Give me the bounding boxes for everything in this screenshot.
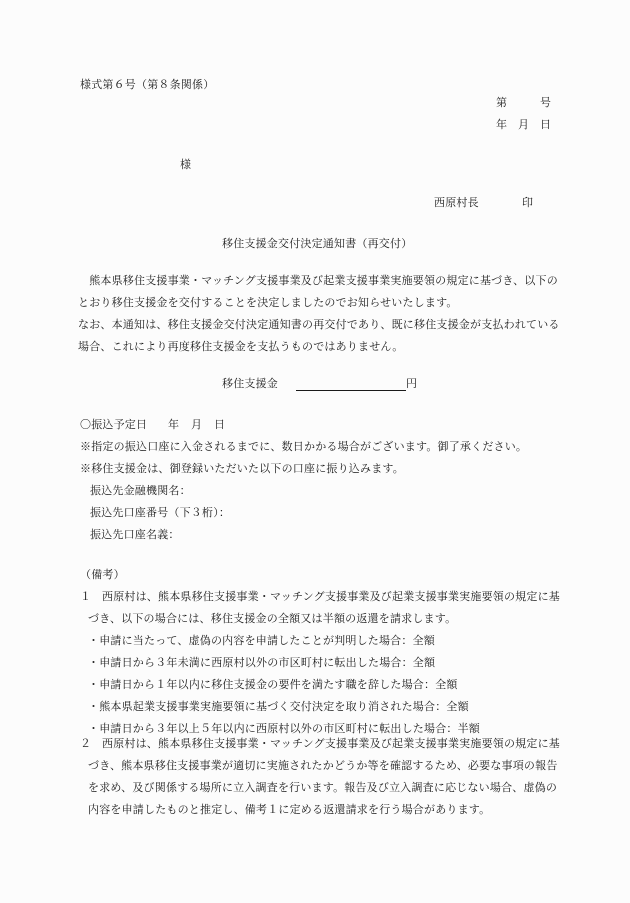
remark-1-bullet: ・申請日から３年以上５年以内に西原村以外の市区町村に転出した場合：半額 — [88, 722, 480, 735]
remark-2-line: を求め、及び関係する場所に立入調査を行います。報告及び立入調査に応じない場合、虚偽の — [88, 781, 558, 794]
date-month: 月 — [518, 118, 530, 131]
amount-unit: 円 — [406, 377, 418, 390]
bank-name-label: 振込先金融機関名： — [90, 484, 191, 497]
amount-label: 移住支援金 — [222, 377, 278, 390]
body-line: 熊本県移住支援事業・マッチング支援事業及び起業支援事業実施要領の規定に基づき、以下の — [78, 274, 558, 287]
date-year: 年 — [496, 118, 508, 131]
remark-2-line: 内容を申請したものと推定し、備考１に定める返還請求を行う場合があります。 — [88, 803, 491, 816]
body-line: 場合、これにより再度移住支援金を支払うものではありません。 — [78, 340, 404, 353]
addressee-suffix: 様 — [180, 158, 192, 171]
remark-1-line: づき、以下の場合には、移住支援金の全額又は半額の返還を請求します。 — [88, 612, 457, 625]
account-number-label: 振込先口座番号（下３桁）： — [90, 506, 231, 519]
body-line: とおり移住支援金を交付することを決定しましたのでお知らせいたします。 — [78, 296, 458, 309]
date-day: 日 — [540, 118, 552, 131]
transfer-note: ※指定の振込口座に入金されるまでに、数日かかる場合がございます。御了承ください。 — [80, 440, 528, 453]
transfer-note: ※移住支援金は、御登録いただいた以下の口座に振り込みます。 — [80, 462, 404, 475]
amount-row — [222, 377, 417, 391]
remark-1-bullet: ・申請日から３年未満に西原村以外の市区町村に転出した場合：全額 — [88, 656, 436, 669]
remarks-heading: （備考） — [80, 568, 125, 581]
doc-number-dai: 第 — [496, 96, 508, 109]
form-label: 様式第６号（第８条関係） — [80, 78, 215, 91]
issuer-name: 西原村長 — [434, 196, 479, 209]
remark-1-bullet: ・熊本県起業支援事業実施要領に基づく交付決定を取り消された場合：全額 — [88, 700, 469, 713]
scheduled-month: 月 — [191, 418, 203, 431]
issuer-seal: 印 — [522, 196, 534, 209]
doc-number-go: 号 — [540, 96, 552, 109]
scheduled-day: 日 — [214, 418, 226, 431]
remark-2-line: 西原村は、熊本県移住支援事業・マッチング支援事業及び起業支援事業実施要領の規定に基 — [102, 737, 560, 750]
scheduled-date-label: 〇振込予定日 — [80, 418, 148, 431]
remark-2-number: ２ — [80, 737, 92, 750]
amount-field[interactable] — [296, 377, 406, 391]
body-line: なお、本通知は、移住支援金交付決定通知書の再交付であり、既に移住支援金が支払われている — [78, 318, 560, 331]
remark-1-bullet: ・申請に当たって、虚偽の内容を申請したことが判明した場合：全額 — [88, 634, 435, 647]
account-holder-label: 振込先口座名義： — [90, 528, 180, 541]
document-title: 移住支援金交付決定通知書（再交付） — [222, 237, 413, 250]
scheduled-year: 年 — [168, 418, 180, 431]
remark-1-line: 西原村は、熊本県移住支援事業・マッチング支援事業及び起業支援事業実施要領の規定に基 — [102, 590, 560, 603]
remark-1-bullet: ・申請日から１年以内に移住支援金の要件を満たす職を辞した場合：全額 — [88, 678, 458, 691]
remark-1-number: １ — [80, 590, 92, 603]
remark-2-line: づき、熊本県移住支援事業が適切に実施されたかどうか等を確認するため、必要な事項の報告 — [88, 759, 558, 772]
